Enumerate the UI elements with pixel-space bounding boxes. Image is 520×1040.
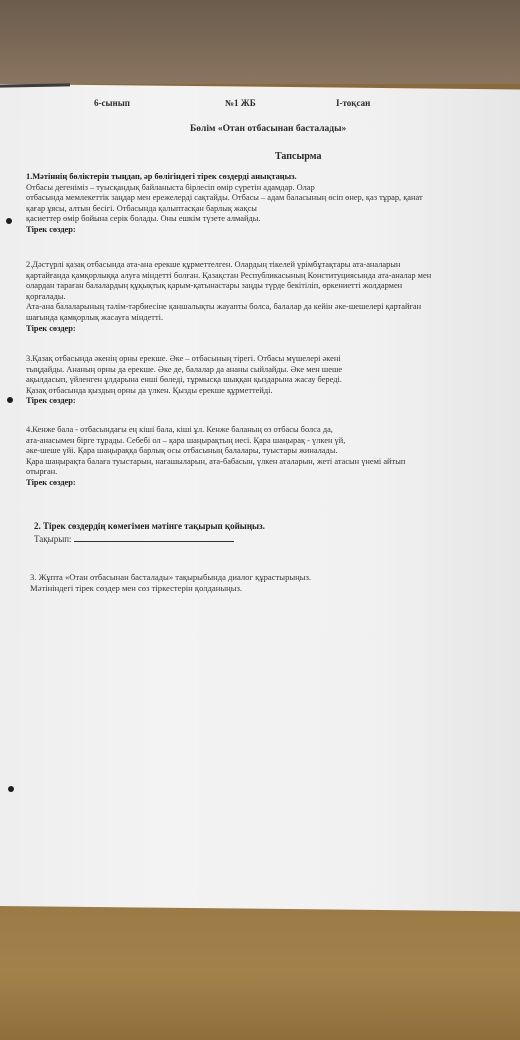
task1-line: Отбасы дегеніміз – туысқандық байланыста бірлесіп өмір сүретін адамдар. Олар	[26, 182, 315, 192]
task1-line: отбасында мемлекеттік заңдар мен ережелерді сақтайды. Отбасы – адам баласының өсіп өнер, қаз тұрар, қанат	[26, 193, 423, 203]
task6-block	[30, 572, 510, 594]
task4-block	[26, 425, 506, 489]
task1-block	[26, 172, 506, 236]
task4-line: 4.Кенже бала - отбасындағы ең кіші бала, кіші ұл. Кенже баланың өз отбасы болса да,	[26, 425, 333, 434]
task2-line: қартайғанда қамқорлыққа алуға міндетті болған. Қазақстан Республикасының Конституциясында ата-аналар мен	[26, 270, 432, 280]
assessment-number: №1 ЖБ	[225, 98, 256, 108]
task2-line: Ата-ана балаларының тәлім-тәрбиесіне қаншалықты жауапты болса, балалар да кейін әке-шешелері қартайған	[26, 302, 422, 312]
task4-line: отырған.	[26, 467, 58, 477]
task5-heading: 2. Тірек сөздердің көмегімен мәтінге тақырып қойыңыз.	[34, 521, 265, 531]
task2-block	[26, 260, 506, 334]
task3-line: тыңдайды. Ананың орны да ерекше. Әке де, балалар да ананы сыйлайды. Әке мен шеше	[26, 364, 343, 374]
task1-keywords-label: Тірек сөздер:	[26, 224, 76, 234]
task6-line: Мәтініндегі тірек сөздер мен сөз тіркестерін қолданыңыз.	[30, 583, 243, 593]
task1-line: қасиеттер өмір бойына серік болады. Оны ешкім түзете алмайды.	[26, 214, 261, 224]
task3-block	[26, 354, 506, 407]
task3-keywords-label: Тірек сөздер:	[26, 396, 76, 406]
task-title: Тапсырма	[275, 151, 322, 162]
task2-keywords-label: Тірек сөздер:	[26, 323, 76, 333]
task4-line: Қара шаңырақта балаға туыстарын, нағашыларын, ата-бабасын, үлкен аталарын, жеті атасын үнемі айтып	[26, 456, 406, 466]
task4-line: әке-шеше үйі. Қара шаңыраққа барлық осы отбасының балалары, туыстары жиналады.	[26, 446, 338, 456]
task6-line: 3. Жұпта «Отан отбасынан басталады» тақырыбында диалог құрастырыңыз.	[30, 572, 312, 582]
section-title: Бөлім «Отан отбасынан басталады»	[190, 124, 347, 134]
task5-block	[34, 520, 514, 545]
task2-line: шағында қамқорлық жасауға міндетті.	[26, 312, 164, 322]
task2-line: олардан тараған балалардың құқықтық қарым-қатынастары заңды түрде бекітіліп, өркениетті жолдармен	[26, 281, 403, 291]
title-answer-line	[74, 532, 234, 542]
quarter-label: І-тоқсан	[336, 98, 371, 108]
task3-line: Қазақ отбасында қыздың орны да үлкен. Қызды ерекше құрметтейді.	[26, 385, 273, 395]
title-field-label: Тақырып:	[34, 534, 72, 544]
task1-line: қағар ұясы, алтын бесігі. Отбасында қалыптасқан барлық жақсы	[26, 203, 257, 213]
task2-line: қорғалады.	[26, 291, 66, 301]
task2-line: 2.Дәстүрлі қазақ отбасында ата-ана ерекше құрметтелген. Олардың тікелей үрімбұтақтары ата-аналарын	[26, 260, 401, 269]
grade-label: 6-сынып	[94, 98, 130, 108]
task3-line: 3.Қазақ отбасында әкенің орны ерекше. Әке – отбасының тірегі. Отбасы мүшелері әкені	[26, 354, 341, 363]
task4-line: ата-анасымен бірге тұрады. Себебі ол – қара шаңырақтың иесі. Қара шаңырақ - үлкен үй,	[26, 435, 346, 445]
task3-line: ақылдасып, үйленген ұлдарына енші бөледі, тұрмысқа шыққан қыздарына жасау береді.	[26, 375, 342, 385]
task1-heading: 1.Мәтіннің бөліктерін тыңдап, әр бөлігіндегі тірек сөздерді анықтаңыз.	[26, 172, 297, 181]
task5-field-row	[34, 532, 514, 545]
task4-keywords-label: Тірек сөздер:	[26, 477, 76, 487]
